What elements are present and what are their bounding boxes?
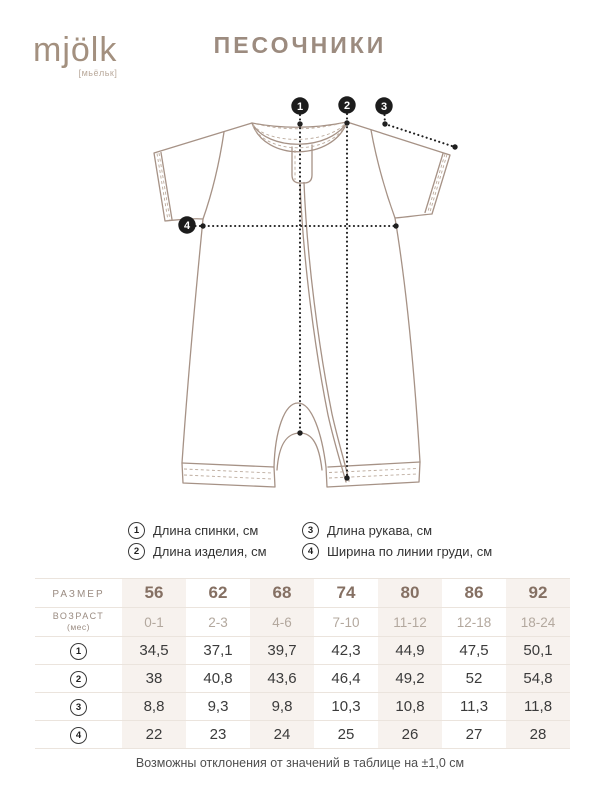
value-cell: 8,8 xyxy=(122,693,186,721)
value-cell: 27 xyxy=(442,721,506,749)
age-cell: 18-24 xyxy=(506,608,570,637)
legend-item-chest-width xyxy=(302,541,492,562)
row-circle-2: 2 xyxy=(70,671,87,688)
value-cell: 54,8 xyxy=(506,665,570,693)
legend-item-back-length xyxy=(128,520,302,541)
size-row xyxy=(35,579,570,608)
size-cell: 74 xyxy=(314,579,378,608)
legend-circle-2: 2 xyxy=(128,543,145,560)
age-cell: 7-10 xyxy=(314,608,378,637)
callout-1-number: 1 xyxy=(296,101,304,113)
page-title: ПЕСОЧНИКИ xyxy=(213,32,387,58)
callout-4-number: 4 xyxy=(183,220,191,232)
romper-diagram xyxy=(125,90,465,500)
row-circle-4: 4 xyxy=(70,727,87,744)
legend-circle-3: 3 xyxy=(302,522,319,539)
value-cell: 40,8 xyxy=(186,665,250,693)
value-cell: 11,8 xyxy=(506,693,570,721)
measurement-row-1 xyxy=(35,637,570,665)
size-row-label: РАЗМЕР xyxy=(52,589,105,600)
callout-3 xyxy=(375,97,392,114)
age-row xyxy=(35,608,570,637)
age-cell: 2-3 xyxy=(186,608,250,637)
legend-label-1: Длина спинки, см xyxy=(153,523,259,538)
callout-1 xyxy=(291,97,308,114)
legend-item-item-length xyxy=(128,541,302,562)
size-cell: 68 xyxy=(250,579,314,608)
measurement-row-3 xyxy=(35,693,570,721)
value-cell: 9,3 xyxy=(186,693,250,721)
value-cell: 47,5 xyxy=(442,637,506,665)
value-cell: 42,3 xyxy=(314,637,378,665)
value-cell: 9,8 xyxy=(250,693,314,721)
legend-circle-1: 1 xyxy=(128,522,145,539)
callout-2-number: 2 xyxy=(343,100,351,112)
size-cell: 86 xyxy=(442,579,506,608)
brand-logo-transcription: [мьёльк] xyxy=(78,68,118,78)
callout-3-number: 3 xyxy=(380,101,388,113)
size-table xyxy=(35,578,570,749)
measurement-row-4 xyxy=(35,721,570,749)
age-cell: 11-12 xyxy=(378,608,442,637)
callout-2 xyxy=(338,96,355,113)
value-cell: 24 xyxy=(250,721,314,749)
age-cell: 4-6 xyxy=(250,608,314,637)
value-cell: 49,2 xyxy=(378,665,442,693)
age-cell: 12-18 xyxy=(442,608,506,637)
size-cell: 62 xyxy=(186,579,250,608)
value-cell: 44,9 xyxy=(378,637,442,665)
footnote: Возможны отклонения от значений в таблице на ±1,0 см xyxy=(135,756,465,770)
value-cell: 43,6 xyxy=(250,665,314,693)
value-cell: 38 xyxy=(122,665,186,693)
value-cell: 39,7 xyxy=(250,637,314,665)
size-cell: 80 xyxy=(378,579,442,608)
value-cell: 50,1 xyxy=(506,637,570,665)
value-cell: 10,3 xyxy=(314,693,378,721)
size-cell: 56 xyxy=(122,579,186,608)
value-cell: 34,5 xyxy=(122,637,186,665)
value-cell: 46,4 xyxy=(314,665,378,693)
age-row-label: ВОЗРАСТ (мес) xyxy=(52,611,105,633)
size-cell: 92 xyxy=(506,579,570,608)
brand-logo-text: mjölk xyxy=(33,31,118,69)
measurement-row-2 xyxy=(35,665,570,693)
value-cell: 52 xyxy=(442,665,506,693)
value-cell: 22 xyxy=(122,721,186,749)
measurement-legend xyxy=(128,520,492,562)
value-cell: 23 xyxy=(186,721,250,749)
value-cell: 37,1 xyxy=(186,637,250,665)
age-cell: 0-1 xyxy=(122,608,186,637)
legend-item-sleeve-length xyxy=(302,520,492,541)
value-cell: 10,8 xyxy=(378,693,442,721)
row-circle-1: 1 xyxy=(70,643,87,660)
legend-circle-4: 4 xyxy=(302,543,319,560)
callout-4 xyxy=(178,216,195,233)
value-cell: 11,3 xyxy=(442,693,506,721)
value-cell: 25 xyxy=(314,721,378,749)
value-cell: 26 xyxy=(378,721,442,749)
value-cell: 28 xyxy=(506,721,570,749)
legend-label-2: Длина изделия, см xyxy=(153,544,267,559)
row-circle-3: 3 xyxy=(70,699,87,716)
legend-label-3: Длина рукава, см xyxy=(327,523,433,538)
legend-label-4: Ширина по линии груди, см xyxy=(327,544,493,559)
